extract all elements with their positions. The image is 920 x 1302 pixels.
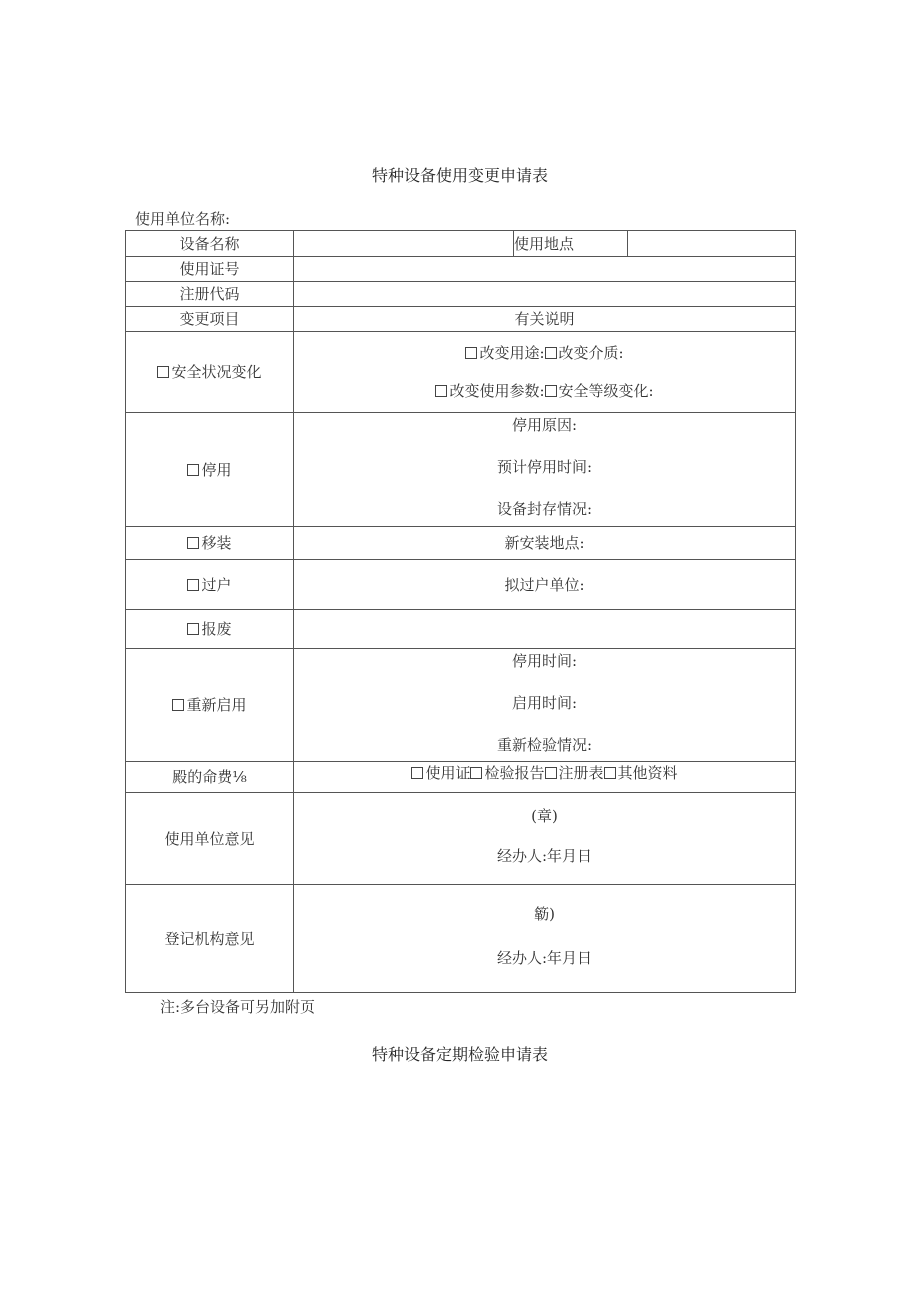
reg-code-label: 注册代码 bbox=[126, 282, 294, 307]
checkbox-icon[interactable] bbox=[465, 347, 477, 359]
change-item-header: 变更项目 bbox=[126, 307, 294, 332]
new-location-label: 新安装地点: bbox=[294, 527, 796, 560]
attach-inspection-report: 检验报告 bbox=[484, 764, 545, 782]
change-purpose-option: 改变用途: bbox=[479, 344, 545, 362]
move-label: 移装 bbox=[201, 534, 232, 552]
stop-reason: 停用原因: bbox=[511, 416, 578, 434]
row-stop bbox=[126, 413, 796, 527]
use-location-label: 使用地点 bbox=[514, 231, 628, 257]
stop-details bbox=[294, 413, 796, 527]
start-time: 启用时间: bbox=[511, 694, 578, 712]
change-medium-option: 改变介质: bbox=[558, 344, 624, 362]
scrap-cell[interactable] bbox=[126, 610, 294, 649]
safety-line-1 bbox=[294, 332, 795, 362]
stop-cell[interactable] bbox=[126, 413, 294, 527]
attachments-label: 殿的命费⅛ bbox=[126, 762, 294, 793]
footnote: 注:多台设备可另加附页 bbox=[160, 998, 316, 1016]
attachments-options bbox=[294, 762, 796, 793]
checkbox-icon[interactable] bbox=[435, 385, 447, 397]
use-cert-field[interactable] bbox=[294, 257, 796, 282]
checkbox-icon[interactable] bbox=[545, 385, 557, 397]
user-opinion-label: 使用单位意见 bbox=[126, 793, 294, 885]
row-attachments bbox=[126, 762, 796, 793]
checkbox-icon[interactable] bbox=[604, 767, 616, 779]
row-transfer bbox=[126, 560, 796, 610]
checkbox-icon[interactable] bbox=[187, 623, 199, 635]
row-user-opinion bbox=[126, 793, 796, 885]
seal-status: 设备封存情况: bbox=[496, 500, 593, 518]
checkbox-icon[interactable] bbox=[172, 699, 184, 711]
equipment-name-label: 设备名称 bbox=[126, 231, 294, 257]
row-safety-change bbox=[126, 332, 796, 413]
checkbox-icon[interactable] bbox=[187, 537, 199, 549]
row-registry-opinion bbox=[126, 885, 796, 993]
checkbox-icon[interactable] bbox=[545, 347, 557, 359]
move-cell[interactable] bbox=[126, 527, 294, 560]
restart-details bbox=[294, 649, 796, 762]
row-restart bbox=[126, 649, 796, 762]
checkbox-icon[interactable] bbox=[187, 464, 199, 476]
row-use-cert bbox=[126, 257, 796, 282]
seal-mark: (章) bbox=[531, 807, 558, 825]
handler-date: 经办人:年月日 bbox=[496, 949, 593, 967]
safety-change-cell[interactable] bbox=[126, 332, 294, 413]
reinspection-status: 重新检验情况: bbox=[496, 736, 593, 754]
scrap-details[interactable] bbox=[294, 610, 796, 649]
safety-change-label: 安全状况变化 bbox=[171, 363, 262, 381]
change-params-option: 改变使用参数: bbox=[449, 382, 545, 400]
checkbox-icon[interactable] bbox=[187, 579, 199, 591]
use-cert-label: 使用证号 bbox=[126, 257, 294, 282]
attach-other: 其他资料 bbox=[617, 764, 678, 782]
next-form-title: 特种设备定期检验申请表 bbox=[371, 1045, 548, 1064]
checkbox-icon[interactable] bbox=[545, 767, 557, 779]
checkbox-icon[interactable] bbox=[157, 366, 169, 378]
restart-cell[interactable] bbox=[126, 649, 294, 762]
stop-label: 停用 bbox=[201, 460, 232, 479]
attach-use-cert: 使用证 bbox=[425, 764, 471, 782]
handler-date: 经办人:年月日 bbox=[496, 847, 593, 865]
unit-name-label: 使用单位名称: bbox=[135, 210, 231, 228]
restart-label: 重新启用 bbox=[186, 696, 247, 714]
row-move bbox=[126, 527, 796, 560]
row-scrap bbox=[126, 610, 796, 649]
reg-code-field[interactable] bbox=[294, 282, 796, 307]
safety-change-details bbox=[294, 332, 796, 413]
stop-time-estimate: 预计停用时间: bbox=[496, 458, 593, 476]
row-equipment-name bbox=[126, 231, 796, 257]
equipment-name-field[interactable] bbox=[294, 231, 514, 257]
use-location-field[interactable] bbox=[628, 231, 796, 257]
user-opinion-field[interactable] bbox=[294, 793, 796, 885]
row-change-header bbox=[126, 307, 796, 332]
registry-opinion-label: 登记机构意见 bbox=[126, 885, 294, 993]
new-unit-label: 拟过户单位: bbox=[294, 560, 796, 610]
scrap-label: 报废 bbox=[201, 620, 232, 638]
change-application-table bbox=[125, 230, 796, 993]
row-reg-code bbox=[126, 282, 796, 307]
related-note-header: 有关说明 bbox=[294, 307, 796, 332]
registry-opinion-field[interactable] bbox=[294, 885, 796, 993]
transfer-label: 过户 bbox=[201, 575, 232, 594]
checkbox-icon[interactable] bbox=[470, 767, 482, 779]
stop-time: 停用时间: bbox=[511, 652, 578, 670]
form-title: 特种设备使用变更申请表 bbox=[371, 166, 548, 185]
seal-mark: 簕) bbox=[534, 905, 555, 923]
attach-registration: 注册表 bbox=[558, 764, 604, 782]
safety-level-option: 安全等级变化: bbox=[558, 382, 654, 400]
checkbox-icon[interactable] bbox=[411, 767, 423, 779]
safety-line-2 bbox=[294, 362, 795, 400]
transfer-cell[interactable] bbox=[126, 560, 294, 610]
